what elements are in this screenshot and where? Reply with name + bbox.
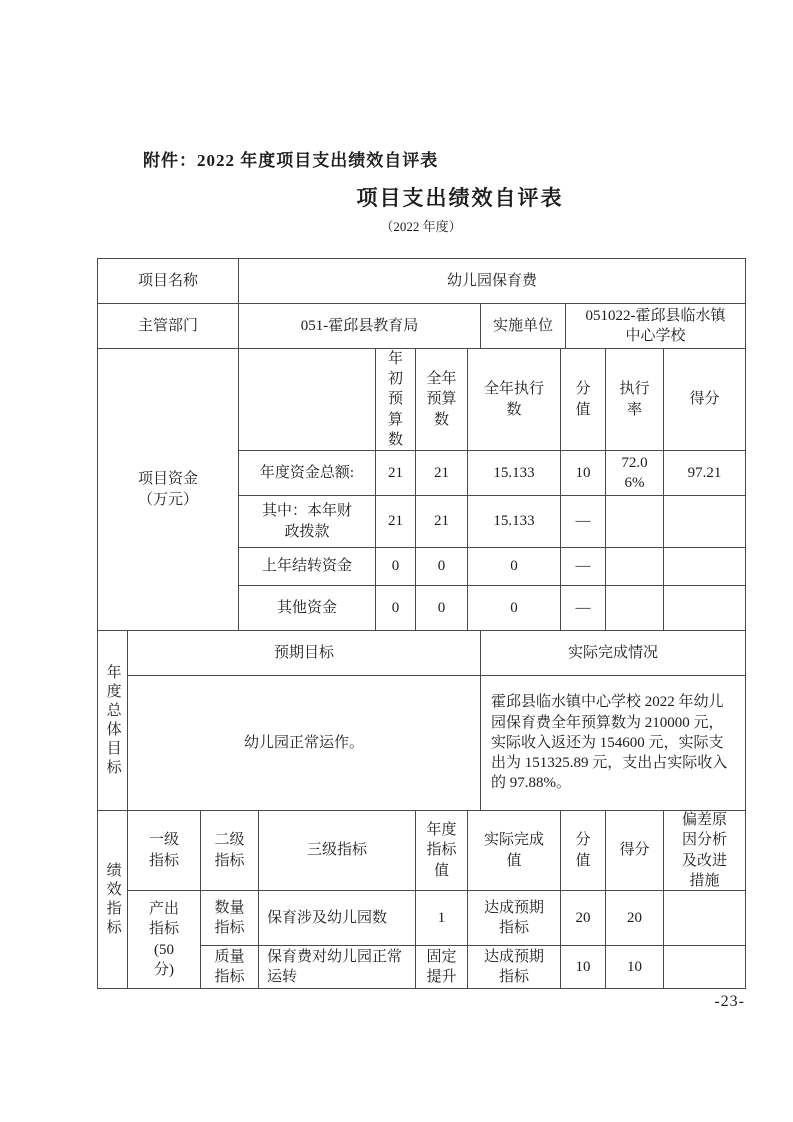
funding-cell: 0 — [416, 548, 468, 586]
funding-cell-score: 97.21 — [664, 451, 746, 496]
indicator-score: 10 — [606, 946, 664, 989]
funding-cell: 15.133 — [468, 451, 561, 496]
funding-cell: 10 — [561, 451, 606, 496]
indicator-target-value: 固定提升 — [416, 946, 468, 989]
funding-cell: 21 — [376, 496, 416, 548]
indicator-header-actual-value: 实际完成值 — [468, 811, 561, 891]
expected-goal-text: 幼儿园正常运作。 — [128, 676, 481, 811]
indicator-level1-output: 产出指标(50 分) — [128, 891, 201, 989]
funding-header-annual-budget: 全年预算数 — [416, 349, 468, 451]
project-info-section — [98, 259, 746, 349]
funding-cell: 21 — [376, 451, 416, 496]
funding-row-label-other: 其他资金 — [239, 586, 376, 631]
indicator-actual-value: 达成预期指标 — [468, 891, 561, 946]
funding-header-initial-budget: 年初预算数 — [376, 349, 416, 451]
funding-header-execution-rate: 执行率 — [606, 349, 664, 451]
funding-cell — [606, 586, 664, 631]
funding-cell: 0 — [376, 586, 416, 631]
page-title: 项目支出绩效自评表 — [356, 186, 564, 210]
annual-goal-label: 年度总体目标 — [98, 631, 128, 811]
funding-header-score: 得分 — [664, 349, 746, 451]
indicator-header-level3: 三级指标 — [259, 811, 416, 891]
indicator-header-deviation: 偏差原因分析及改进措施 — [664, 811, 746, 891]
funding-header-empty — [239, 349, 376, 451]
indicator-level2-quality: 质量指标 — [201, 946, 259, 989]
funding-section-label: 项目资金（万元） — [98, 349, 239, 631]
funding-row-label-total: 年度资金总额: — [239, 451, 376, 496]
indicator-level3: 保育涉及幼儿园数 — [259, 891, 416, 946]
indicator-level3: 保育费对幼儿园正常运转 — [259, 946, 416, 989]
funding-cell — [664, 586, 746, 631]
indicator-deviation — [664, 946, 746, 989]
funding-header-points: 分值 — [561, 349, 606, 451]
indicator-header-level2: 二级指标 — [201, 811, 259, 891]
funding-section — [98, 349, 746, 631]
funding-cell — [664, 548, 746, 586]
indicator-target-value: 1 — [416, 891, 468, 946]
indicator-actual-value: 达成预期指标 — [468, 946, 561, 989]
funding-cell: 21 — [416, 451, 468, 496]
indicator-deviation — [664, 891, 746, 946]
funding-row-label-carryover: 上年结转资金 — [239, 548, 376, 586]
indicator-score: 20 — [606, 891, 664, 946]
performance-indicator-section — [98, 811, 746, 989]
performance-indicator-label: 绩效指标 — [98, 811, 128, 989]
evaluation-table — [97, 258, 746, 989]
impl-unit-label: 实施单位 — [481, 304, 566, 349]
funding-header-annual-execution: 全年执行数 — [468, 349, 561, 451]
funding-cell — [606, 548, 664, 586]
funding-cell: — — [561, 548, 606, 586]
indicator-level2-quantity: 数量指标 — [201, 891, 259, 946]
funding-cell: — — [561, 586, 606, 631]
page-number: -23- — [714, 993, 745, 1010]
project-name-label: 项目名称 — [98, 259, 239, 304]
annual-goal-section — [98, 631, 746, 811]
actual-completion-header: 实际完成情况 — [481, 631, 746, 676]
attachment-title: 附件：2022 年度项目支出绩效自评表 — [143, 151, 439, 170]
indicator-header-target-value: 年度指标值 — [416, 811, 468, 891]
funding-cell: 21 — [416, 496, 468, 548]
page-subtitle: （2022 年度） — [380, 219, 462, 234]
dept-value: 051-霍邱县教育局 — [239, 304, 481, 349]
funding-row-label-fiscal: 其中：本年财政拨款 — [239, 496, 376, 548]
funding-cell — [664, 496, 746, 548]
indicator-header-score: 得分 — [606, 811, 664, 891]
funding-cell — [606, 496, 664, 548]
actual-completion-text: 霍邱县临水镇中心学校 2022 年幼儿园保育费全年预算数为 210000 元，实际收入返还为 154600 元，实际支出为 151325.89 元，支出占实际收入的 97.88%。 — [481, 676, 746, 811]
indicator-points: 20 — [561, 891, 606, 946]
indicator-points: 10 — [561, 946, 606, 989]
indicator-header-level1: 一级指标 — [128, 811, 201, 891]
funding-cell: 0 — [416, 586, 468, 631]
funding-cell-execution-rate: 72.06% — [606, 451, 664, 496]
funding-cell: 0 — [468, 586, 561, 631]
impl-unit-text: 051022-霍邱县临水镇中心学校 — [585, 307, 726, 344]
project-name-value: 幼儿园保育费 — [239, 259, 746, 304]
impl-unit-value — [566, 304, 746, 349]
funding-cell: 0 — [376, 548, 416, 586]
funding-cell: — — [561, 496, 606, 548]
funding-cell: 0 — [468, 548, 561, 586]
indicator-header-points: 分值 — [561, 811, 606, 891]
funding-cell: 15.133 — [468, 496, 561, 548]
expected-goal-header: 预期目标 — [128, 631, 481, 676]
dept-label: 主管部门 — [98, 304, 239, 349]
